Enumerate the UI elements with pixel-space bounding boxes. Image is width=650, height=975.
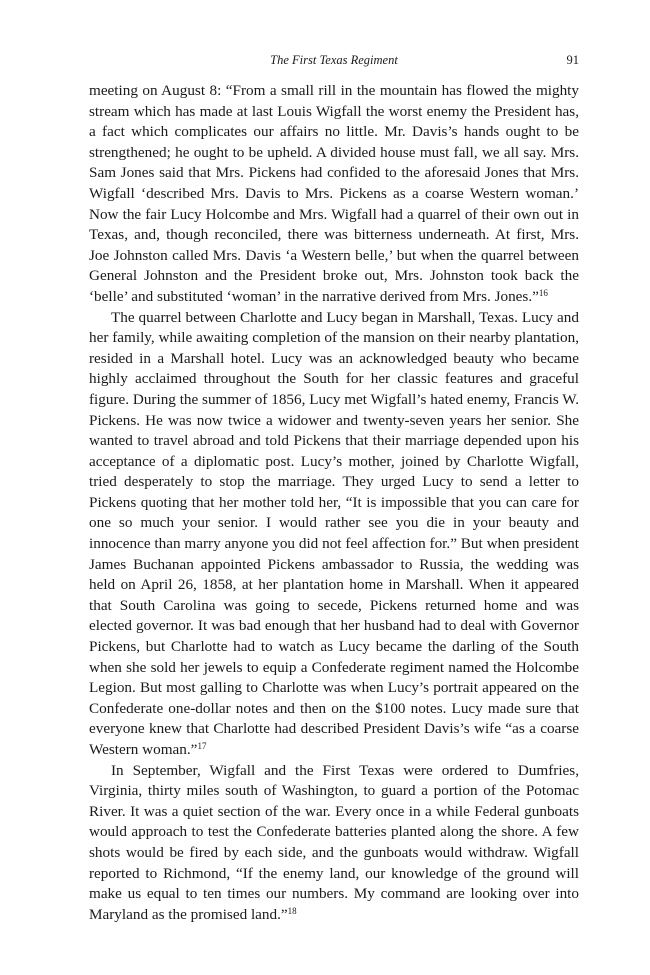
running-head (89, 53, 579, 71)
footnote-ref: 16 (538, 287, 548, 298)
footnote-ref: 17 (197, 741, 207, 751)
paragraph-text: The quarrel between Charlotte and Lucy began in Marshall, Texas. Lucy and her family, while awaiting completion of the mansion on their nearby plantation, resided in a Marshall hotel. Lucy was an acknowledged beauty who became highly acclaimed throughout the South for her classic features and graceful figure. During the summer of 1856, Lucy met Wigfall’s hated enemy, Francis W. Pickens. He was now twice a widower and twenty-seven years her senior. She wanted to travel abroad and told Pickens that their marriage depended upon his acceptance of a diplomatic post. Lucy’s mother, joined by Charlotte Wigfall, tried desperately to stop the marriage. They urged Lucy to send a letter to Pickens quoting that her mother told her, “It is impossible that you can care for one so much your senior. I would rather see you die in your beauty and innocence than marry anyone you did not feel affection for.” But when president James Buchanan appointed Pickens ambassador to Russia, the wedding was held on April 26, 1858, at her plantation home in Marshall. When it appeared that South Carolina was going to secede, Pickens returned home and was elected governor. It was bad enough that her husband had to deal with Governor Pickens, but Charlotte had to watch as Lucy became the darling of the South when she sold her jewels to equip a Confederate regiment named the Holcombe Legion. But most galling to Charlotte was when Lucy’s portrait appeared on the Confederate one-dollar notes and then on the $100 notes. Lucy made sure that everyone knew that Charlotte had described President Davis’s wife “as a coarse Western woman.” (89, 308, 579, 758)
paragraph-text: In September, Wigfall and the First Texas were ordered to Dumfries, Virginia, thirty miles south of Washington, to guard a portion of the Potomac River. It was a quiet section of the war. Every once in a while Federal gunboats would approach to test the Confederate batteries planted along the shore. A few shots would be fired by each side, and the gunboats would withdraw. Wigfall reported to Richmond, “If the enemy land, our knowledge of the ground will make us equal to ten times our numbers. My command are looking over into Maryland as the promised land.” (89, 761, 579, 923)
paragraph (89, 761, 579, 926)
footnote-ref: 18 (287, 905, 297, 916)
paragraph-text: meeting on August 8: “From a small rill in the mountain has flowed the mighty stream which has made at last Louis Wigfall the worst enemy the President has, a fact which complicates our affairs no little. Mr. Davis’s hands ought to be strengthened; he ought to be upheld. A divided house must fall, we all say. Mrs. Sam Jones said that Mrs. Pickens had confided to the aforesaid Jones that Mrs. Wigfall ‘described Mrs. Davis to Mrs. Pickens as a coarse Western woman.’ Now the fair Lucy Holcombe and Mrs. Wigfall had a quarrel of their own out in Texas, and, though reconciled, there was bitterness underneath. At first, Mrs. Joe Johnston called Mrs. Davis ‘a Western belle,’ but when the quarrel between General Johnston and the President broke out, Mrs. Johnston took back the ‘belle’ and substituted ‘woman’ in the narrative derived from Mrs. Jones.” (89, 82, 579, 305)
paragraph (89, 81, 579, 308)
running-title: The First Texas Regiment (270, 53, 398, 67)
page-number: 91 (566, 53, 579, 67)
body-text (89, 81, 579, 925)
paragraph (89, 308, 579, 761)
